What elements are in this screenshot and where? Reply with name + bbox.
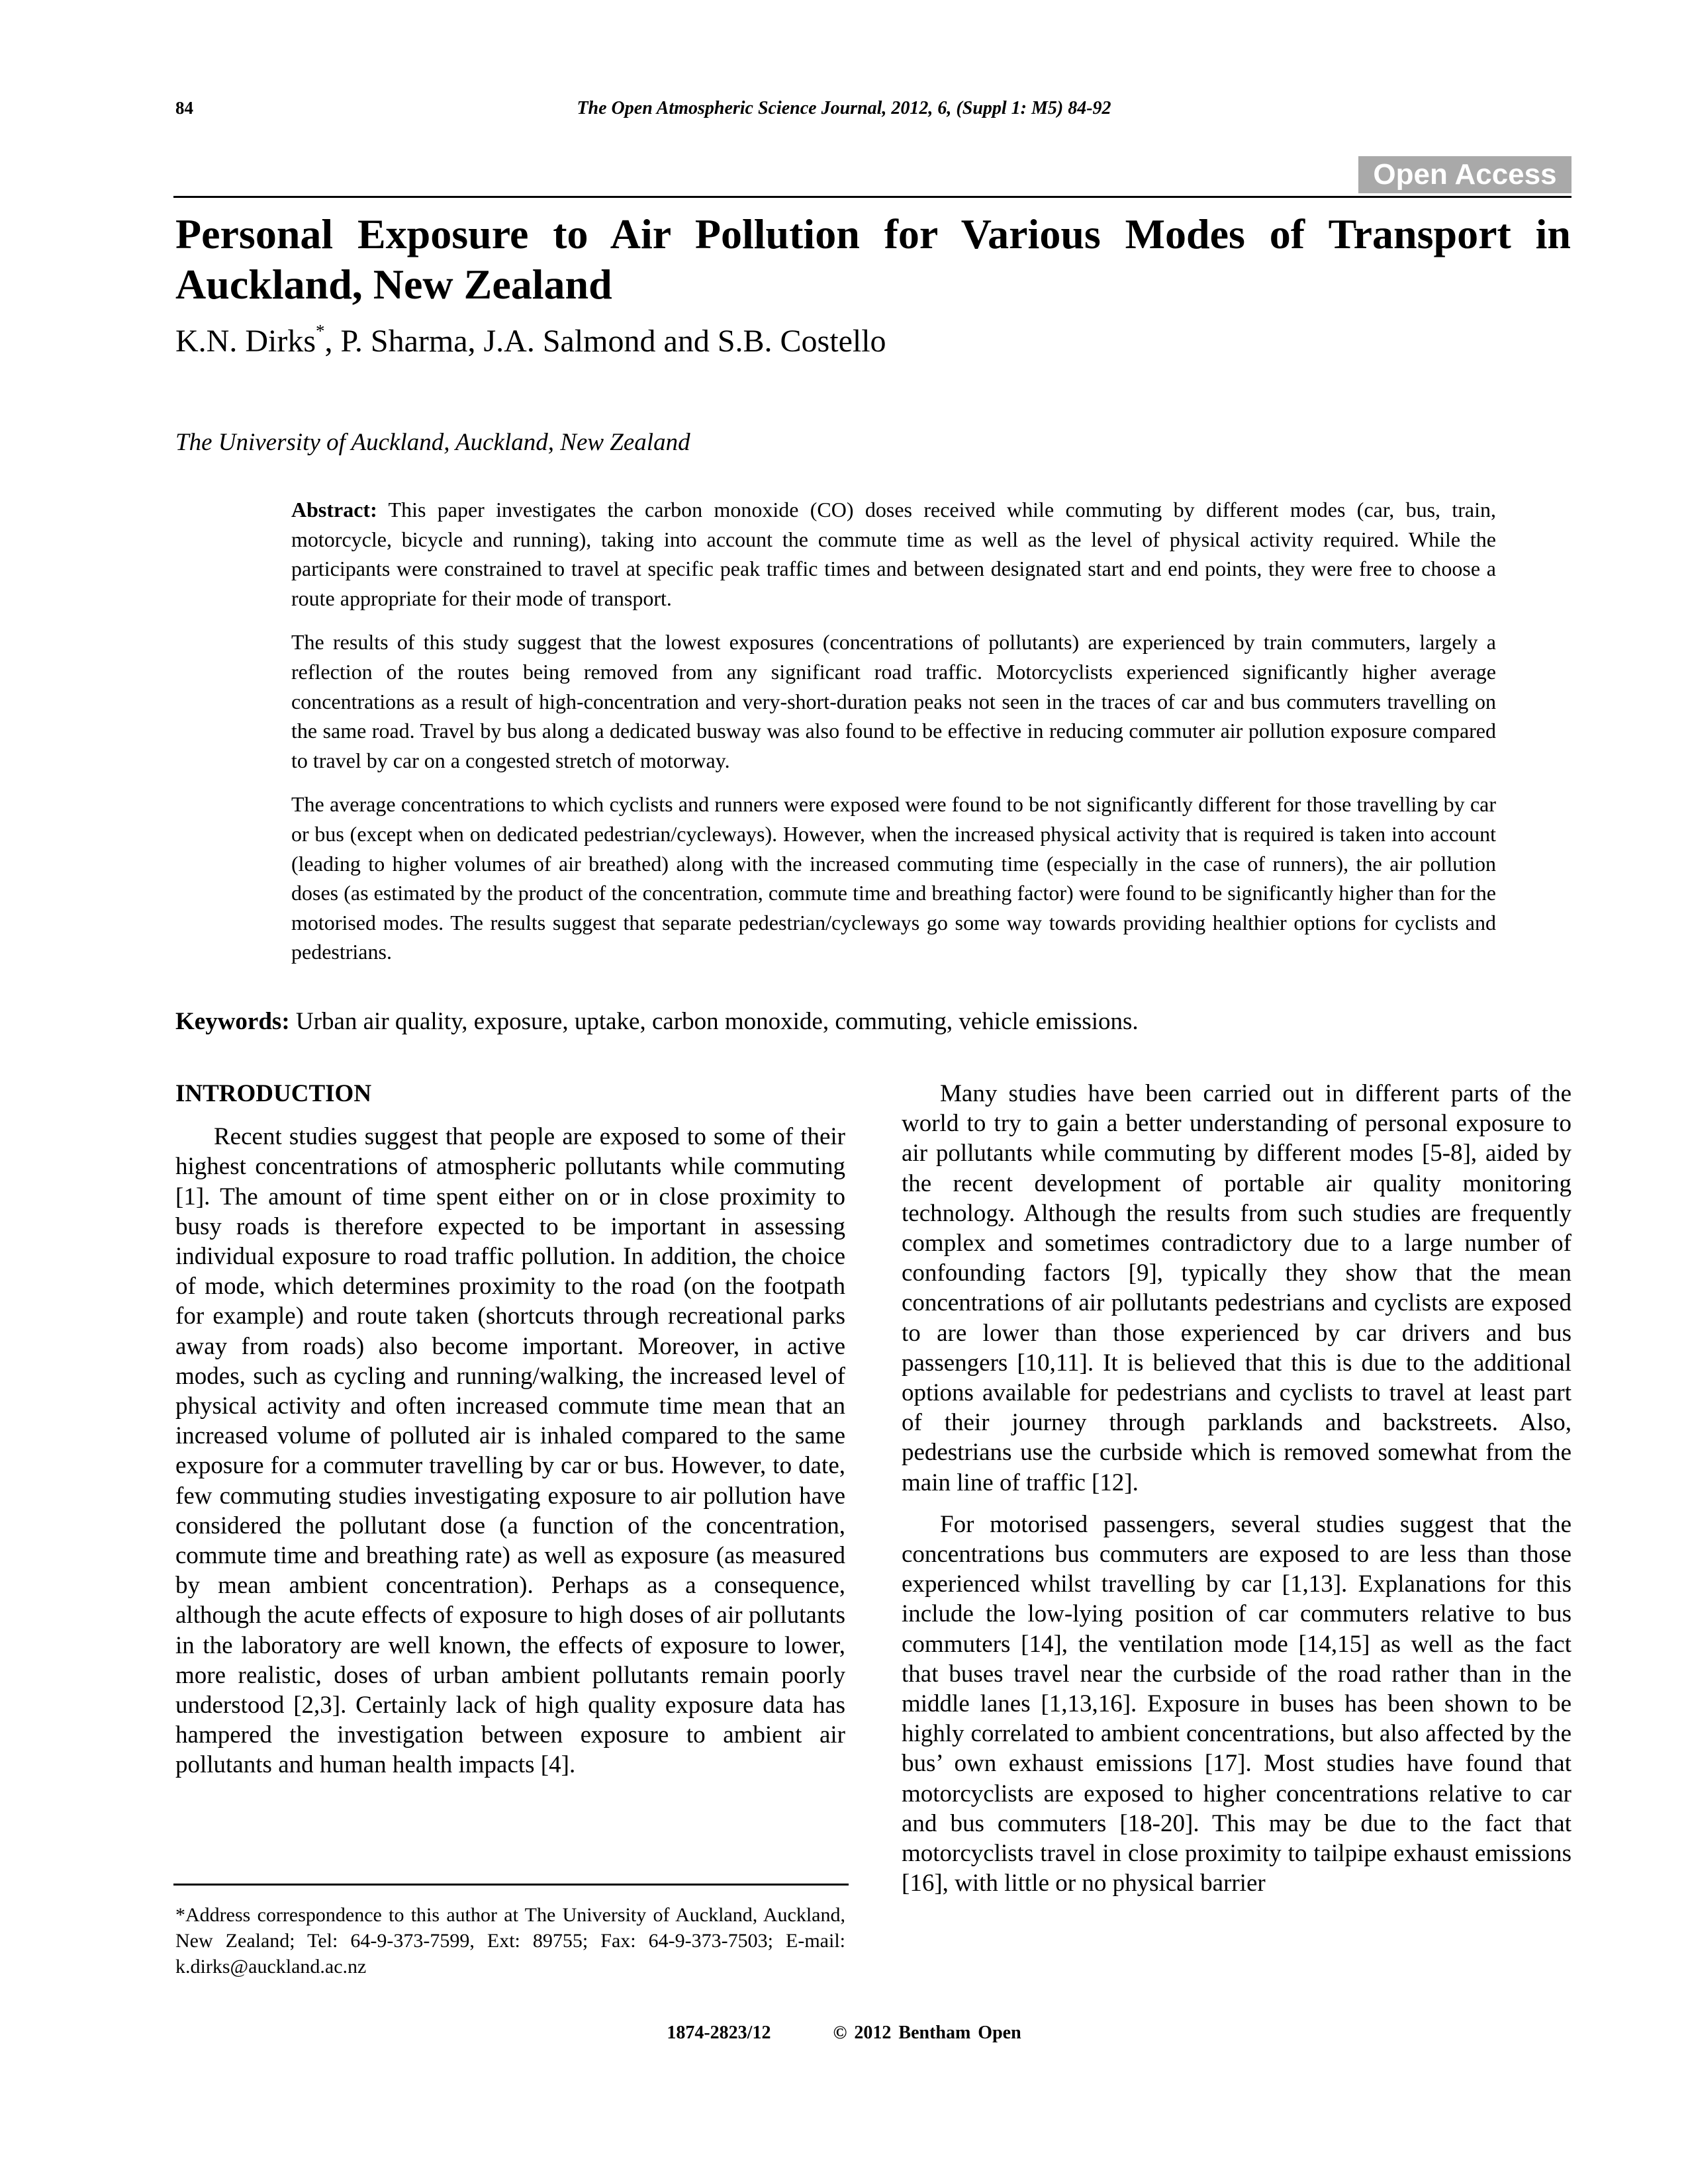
article-title: Personal Exposure to Air Pollution for Various Modes of Transport in Auckland, New Zealand: [175, 210, 1571, 308]
footnote-rule: [173, 1884, 849, 1886]
left-column: [175, 1079, 845, 1780]
correspondence-footnote: *Address correspondence to this author at The University of Auckland, Auckland, New Zealand; Tel: 64-9-373-7599, Ext: 89755; Fax: 64-9-373-7503; E-mail: k.dirks@auckland.ac.nz: [175, 1904, 845, 1978]
keywords: [175, 1007, 1572, 1036]
section-heading: INTRODUCTION: [175, 1080, 372, 1107]
page-number: 84: [175, 98, 193, 118]
body-paragraph: Recent studies suggest that people are exposed to some of their highest concentrations of atmospheric pollutants while commuting [1]. The amount of time spent either on or in close proximity to busy roads is therefore expected to be important in assessing individual exposure to road traffic pollution. In addition, the choice of mode, which determines proximity to the road (on the footpath for example) and route taken (shortcuts through recreational parks away from roads) also become important. Moreover, in active modes, such as cycling and running/walking, the increased level of physical activity and often increased commute time mean that an increased volume of polluted air is inhaled compared to the same exposure for a commuter travelling by car or bus. However, to date, few commuting studies investigating exposure to air pollution have considered the pollutant dose (a function of the concentration, commute time and breathing rate) as well as exposure (as measured by mean ambient concentration). Perhaps as a consequence, although the acute effects of exposure to high doses of air pollutants in the laboratory are well known, the effects of exposure to lower, more realistic, doses of urban ambient pollutants remain poorly understood [2,3]. Certainly lack of high quality exposure data has hampered the investigation between exposure to ambient air pollutants and human health impacts [4].: [175, 1123, 845, 1779]
abstract-paragraph: The results of this study suggest that the lowest exposures (concentrations of pollutants) are experienced by train commuters, largely a reflection of the routes being removed from any significant road traffic. Motorcyclists experienced significantly higher average concentrations as a result of high-concentration and very-short-duration peaks not seen in the traces of car and bus commuters travelling on the same road. Travel by bus along a dedicated busway was also found to be effective in reducing commuter air pollution exposure compared to travel by car on a congested stretch of motorway.: [291, 630, 1496, 772]
abstract-text: This paper investigates the carbon monoxide (CO) doses received while commuting by different modes (car, bus, train, motorcycle, bicycle and running), taking into account the commute time as well as the level of physical activity required. While the participants were constrained to travel at specific peak traffic times and between designated start and end points, they were free to choose a route appropriate for their mode of transport.: [291, 498, 1497, 610]
abstract: [291, 495, 1496, 981]
header-rule: [173, 196, 1571, 198]
corresponding-author-marker: *: [316, 321, 325, 341]
journal-citation: The Open Atmospheric Science Journal, 2012, 6, (Suppl 1: M5) 84-92: [577, 98, 1111, 118]
right-column: [902, 1079, 1571, 1898]
affiliation: The University of Auckland, Auckland, New Zealand: [175, 429, 690, 456]
body-paragraph: Many studies have been carried out in different parts of the world to try to gain a better understanding of personal exposure to air pollutants while commuting by different modes [5-8], aided by the recent development of portable air quality monitoring technology. Although the results from such studies are frequently complex and sometimes contradictory due to a large number of confounding factors [9], typically they show that the mean concentrations of air pollutants pedestrians and cyclists are exposed to are lower than those experienced by car drivers and bus passengers [10,11]. It is believed that this is due to the additional options available for pedestrians and cyclists to travel at least part of their journey through parklands and backstreets. Also, pedestrians use the curbside which is removed somewhat from the main line of traffic [12].: [902, 1080, 1571, 1496]
issn: 1874-2823/12: [667, 2023, 771, 2043]
first-author: K.N. Dirks: [175, 324, 316, 359]
author-list: [175, 321, 886, 359]
keywords-label: Keywords:: [175, 1008, 290, 1035]
abstract-label: Abstract:: [291, 498, 377, 522]
copyright: © 2012 Bentham Open: [833, 2023, 1021, 2043]
abstract-paragraph: [291, 495, 1496, 613]
abstract-paragraph: The average concentrations to which cyclists and runners were exposed were found to be not significantly different for those travelling by car or bus (except when on dedicated pedestrian/cycleways). However, when the increased physical activity that is required is taken into account (leading to higher volumes of air breathed) along with the increased commuting time (especially in the case of runners), the air pollution doses (as estimated by the product of the concentration, commute time and breathing factor) were found to be significantly higher than for the motorised modes. The results suggest that separate pedestrian/cycleways go some way towards providing healthier options for cyclists and pedestrians.: [291, 792, 1496, 964]
other-authors: , P. Sharma, J.A. Salmond and S.B. Costello: [324, 324, 886, 359]
publisher: 2012 Bentham Open: [854, 2023, 1021, 2043]
body-paragraph: For motorised passengers, several studies suggest that the concentrations bus commuters are exposed to are less than those experienced whilst travelling by car [1,13]. Explanations for this include the low-lying position of car commuters relative to bus commuters [14], the ventilation mode [14,15] as well as the fact that buses travel near the curbside of the road rather than in the middle lanes [1,13,16]. Exposure in buses has been shown to be highly correlated to ambient concentrations, but also affected by the bus’ own exhaust emissions [17]. Most studies have found that motorcyclists are exposed to higher concentrations relative to car and bus commuters [18-20]. This may be due to the fact that motorcyclists travel in close proximity to tailpipe exhaust emissions [16], with little or no physical barrier: [902, 1510, 1571, 1897]
keywords-text: Urban air quality, exposure, uptake, carbon monoxide, commuting, vehicle emissions.: [295, 1008, 1139, 1035]
page-footer: [0, 2024, 1688, 2042]
open-access-badge: Open Access: [1358, 156, 1571, 193]
